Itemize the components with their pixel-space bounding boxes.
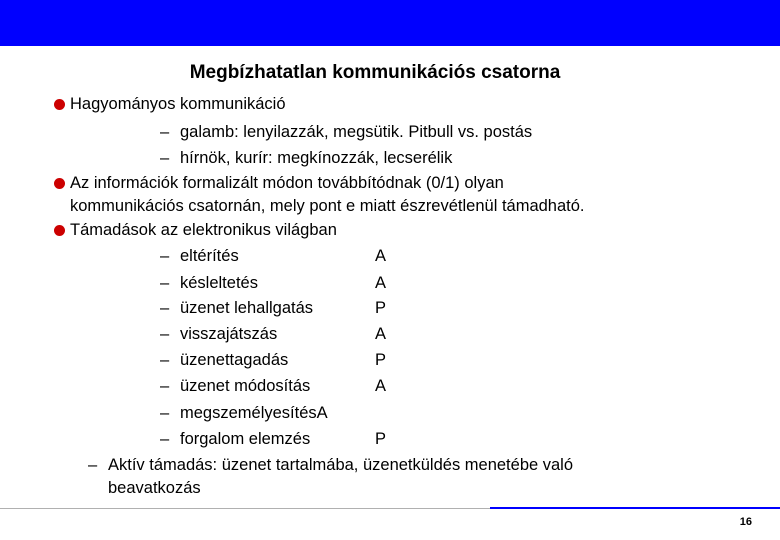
attack-name: forgalom elemzés	[180, 430, 311, 448]
dash: –	[160, 299, 170, 317]
attack-name: üzenettagadás	[180, 351, 289, 369]
page-number: 16	[739, 516, 752, 528]
attack-type: A	[375, 247, 387, 265]
footer-divider	[0, 508, 490, 509]
attack-name: eltérítés	[180, 247, 239, 265]
active-attack-text: Aktív támadás: üzenet tartalmába, üzenetküldés menetébe való	[108, 456, 574, 474]
bullet-2: Az információk formalizált módon továbbítódnak (0/1) olyan	[70, 174, 504, 192]
attack-item	[160, 298, 313, 318]
top-bar	[0, 0, 780, 46]
sub-item-1	[160, 122, 532, 142]
bullet-icon	[54, 225, 65, 236]
footer-accent-line	[490, 507, 780, 509]
attack-item	[160, 273, 258, 293]
attack-name: üzenet lehallgatás	[180, 299, 314, 317]
attack-type: A	[316, 404, 328, 422]
attack-type: P	[375, 430, 387, 448]
attack-item	[160, 246, 239, 266]
dash: –	[160, 430, 170, 448]
sub-item-2	[160, 148, 452, 168]
attack-name: megszemélyesítés	[180, 404, 317, 422]
bullet-3: Támadások az elektronikus világban	[70, 221, 337, 239]
attack-type: P	[375, 351, 387, 369]
attack-item	[160, 403, 328, 423]
dash: –	[160, 274, 170, 292]
sub-item-1-text: galamb: lenyilazzák, megsütik. Pitbull vs. postás	[180, 123, 533, 141]
attack-item	[160, 324, 277, 344]
bullet-icon	[54, 178, 65, 189]
dash: –	[160, 351, 170, 369]
dash: –	[160, 149, 170, 167]
dash: –	[160, 123, 170, 141]
dash: –	[160, 247, 170, 265]
dash: –	[160, 325, 170, 343]
dash: –	[88, 456, 98, 474]
attack-item	[160, 350, 288, 370]
attack-item	[160, 376, 310, 396]
attack-type: A	[375, 274, 387, 292]
attack-name: visszajátszás	[180, 325, 278, 343]
bullet-icon	[54, 99, 65, 110]
attack-name: késleltetés	[180, 274, 258, 292]
bullet-1: Hagyományos kommunikáció	[70, 95, 286, 113]
bullet-2-continued: kommunikációs csatornán, mely pont e miatt észrevétlenül támadható.	[70, 197, 585, 215]
dash: –	[160, 404, 170, 422]
attack-name: üzenet módosítás	[180, 377, 311, 395]
slide-title: Megbízhatatlan kommunikációs csatorna	[189, 62, 561, 83]
dash: –	[160, 377, 170, 395]
active-attack-continued: beavatkozás	[108, 479, 201, 497]
sub-item-2-text: hírnök, kurír: megkínozzák, lecserélik	[180, 149, 453, 167]
active-attack	[88, 455, 573, 475]
attack-type: A	[375, 377, 387, 395]
attack-type: P	[375, 299, 387, 317]
attack-item	[160, 429, 310, 449]
attack-type: A	[375, 325, 387, 343]
